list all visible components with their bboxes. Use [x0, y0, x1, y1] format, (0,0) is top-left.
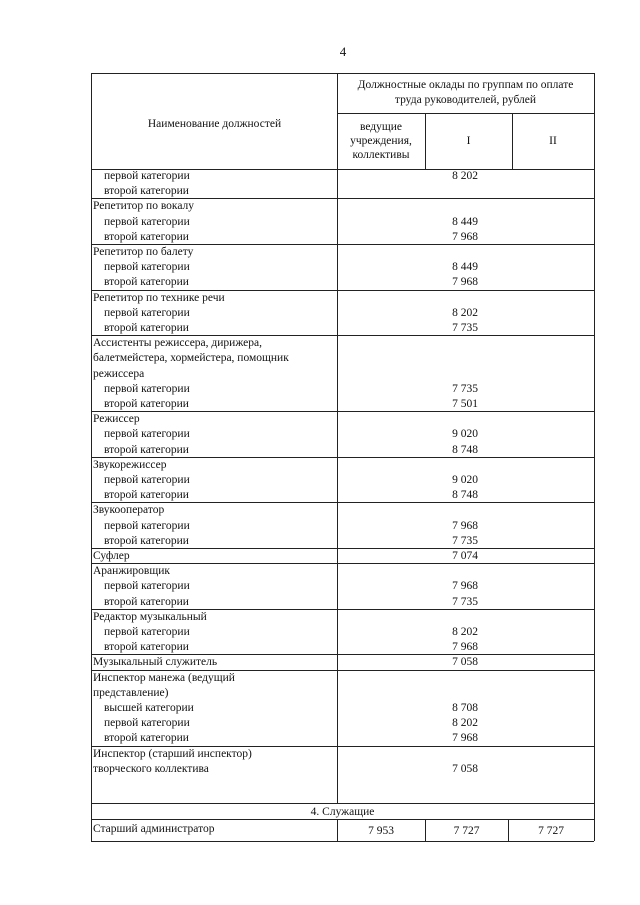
row-label: Инспектор манежа (ведущий	[93, 671, 235, 684]
row-label: второй категории	[104, 230, 189, 243]
row-label: первой категории	[104, 474, 190, 486]
header-sub-lead-1: ведущие	[359, 121, 403, 133]
row-value: 7 968	[452, 732, 478, 745]
row-value: 8 748	[452, 489, 478, 502]
row-value: 7 735	[452, 534, 478, 547]
row-value: 8 748	[452, 443, 478, 456]
header-sub-lead-2: учреждения,	[350, 135, 412, 147]
row-label: второй категории	[104, 443, 189, 456]
header-sub-ii: II	[549, 135, 557, 147]
row-value: 8 202	[452, 306, 478, 319]
section-title: 4. Служащие	[310, 806, 375, 818]
table-bottom-border	[91, 841, 594, 842]
row-label: Репетитор по вокалу	[93, 200, 195, 213]
row-divider	[91, 502, 594, 503]
row-value: 8 708	[452, 702, 478, 714]
table-top-border	[91, 73, 594, 74]
row-label: первой категории	[104, 626, 190, 638]
row-label: второй категории	[104, 185, 189, 198]
row-label: представление)	[93, 686, 169, 699]
row-value: 9 020	[452, 474, 478, 486]
row-label: второй категории	[104, 276, 189, 289]
row-value: 7 058	[452, 762, 478, 775]
row-value: 7 735	[452, 382, 478, 395]
last-row-name: Старший администратор	[93, 823, 215, 835]
row-value: 8 449	[452, 215, 478, 228]
row-label: первой категории	[104, 580, 190, 593]
row-label: первой категории	[104, 170, 190, 182]
row-value: 7 735	[452, 322, 478, 334]
row-value: 8 449	[452, 261, 478, 274]
row-label: Звукооператор	[93, 504, 165, 517]
row-label: второй категории	[104, 641, 189, 654]
row-label: первой категории	[104, 306, 190, 319]
header-col-name: Наименование должностей	[147, 118, 282, 130]
header-sub-lead-3: коллективы	[352, 149, 410, 161]
row-value: 7 735	[452, 595, 478, 608]
row-value: 7 058	[452, 656, 478, 669]
row-label: второй категории	[104, 489, 189, 502]
row-label: Репетитор по технике речи	[93, 291, 225, 304]
row-value: 7 968	[452, 580, 478, 593]
header-group-title-1: Должностные оклады по группам по оплате	[357, 79, 574, 91]
page-number: 4	[339, 44, 347, 59]
row-label: второй категории	[104, 732, 189, 745]
row-value: 7 968	[452, 276, 478, 289]
row-value: 7 968	[452, 519, 478, 532]
row-label: первой категории	[104, 519, 190, 532]
row-value: 7 968	[452, 641, 478, 654]
header-sub-i: I	[466, 135, 471, 147]
row-divider	[91, 411, 594, 412]
row-label: Редактор музыкальный	[93, 610, 207, 623]
row-label: первой категории	[104, 382, 190, 395]
row-value: 9 020	[452, 428, 478, 441]
row-label: творческого коллектива	[93, 762, 209, 775]
row-label: балетмейстера, хормейстера, помощник	[93, 352, 289, 365]
section-bottom-border	[91, 819, 594, 820]
row-label: Звукорежиссер	[93, 458, 167, 471]
last-row-ii: 7 727	[538, 825, 564, 837]
row-value: 8 202	[452, 170, 478, 182]
table-right-border	[594, 73, 595, 841]
row-label: первой категории	[104, 717, 190, 730]
last-row-i: 7 727	[453, 825, 480, 837]
row-label: Аранжировщик	[93, 565, 170, 578]
last-row-lead: 7 953	[368, 825, 394, 837]
row-label: Режиссер	[93, 413, 140, 426]
header-group-title-2: труда руководителей, рублей	[394, 94, 537, 106]
header-sub-divider	[337, 113, 594, 114]
section-top-border	[91, 803, 594, 804]
row-label: Репетитор по балету	[93, 246, 194, 258]
row-label: Суфлер	[93, 550, 130, 562]
row-label: Инспектор (старший инспектор)	[93, 747, 252, 760]
row-value: 7 968	[452, 230, 478, 243]
row-label: Музыкальный служитель	[93, 656, 218, 669]
row-label: второй категории	[104, 398, 189, 410]
row-label: первой категории	[104, 215, 190, 228]
row-value: 8 202	[452, 626, 478, 638]
row-value: 7 074	[452, 550, 478, 562]
row-label: режиссера	[93, 367, 145, 380]
row-value: 7 501	[452, 398, 478, 410]
row-label: первой категории	[104, 428, 190, 441]
row-label: второй категории	[104, 322, 189, 334]
row-label: второй категории	[104, 534, 189, 547]
row-label: высшей категории	[104, 702, 194, 714]
row-value: 8 202	[452, 717, 478, 730]
row-label: Ассистенты режиссера, дирижера,	[93, 337, 262, 350]
row-label: первой категории	[104, 261, 190, 274]
row-label: второй категории	[104, 595, 189, 608]
